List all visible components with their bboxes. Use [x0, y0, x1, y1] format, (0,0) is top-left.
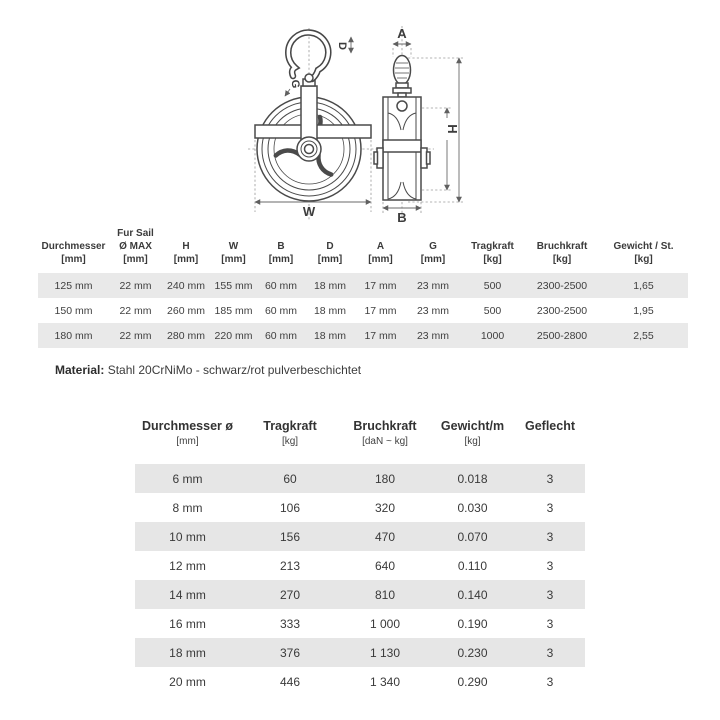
rope-table-body: [135, 464, 585, 696]
table-cell: 1 000: [369, 616, 401, 631]
pulley-table-header-row: [38, 227, 688, 273]
table-cell: 240 mm: [167, 279, 205, 292]
column-header-unit: [kg]: [483, 254, 502, 265]
table-cell: 1000: [480, 329, 505, 342]
column-header-label: Durchmesser ø: [141, 419, 233, 433]
table-cell: 0.230: [457, 645, 488, 660]
table-row: [38, 323, 688, 348]
table-cell: 16 mm: [169, 616, 206, 631]
table-cell: 60 mm: [264, 279, 298, 292]
table-cell: 17 mm: [364, 279, 397, 292]
pulley-technical-drawing: [246, 22, 476, 226]
table-cell: 3: [546, 558, 554, 573]
column-header-unit: [mm]: [221, 254, 246, 265]
hook-drawing: [288, 33, 328, 82]
table-cell: 0.018: [457, 471, 488, 486]
table-cell: 22 mm: [119, 329, 152, 342]
table-cell: 500: [483, 279, 502, 292]
table-cell: 3: [546, 500, 554, 515]
dim-label-b: B: [397, 210, 407, 225]
table-cell: 0.110: [457, 558, 488, 573]
table-cell: 0.190: [457, 616, 488, 631]
table-row: [38, 298, 688, 323]
table-cell: 500: [483, 304, 502, 317]
column-header: [135, 419, 240, 464]
table-cell: 2,55: [633, 329, 654, 342]
table-row: [135, 638, 585, 667]
column-header-label: B: [277, 241, 285, 252]
material-value: Stahl 20CrNiMo - schwarz/rot pulverbeschichtet: [104, 363, 362, 377]
table-row: [135, 551, 585, 580]
table-cell: 180: [374, 471, 396, 486]
table-cell: 23 mm: [416, 329, 450, 342]
column-header-label: H: [182, 241, 190, 252]
table-cell: 180 mm: [54, 329, 93, 342]
table-cell: 1 130: [369, 645, 401, 660]
table-cell: 470: [374, 529, 396, 544]
table-cell: 12 mm: [169, 558, 206, 573]
column-header-unit: [kg]: [464, 436, 481, 447]
table-cell: 3: [546, 529, 554, 544]
column-header: [210, 227, 257, 273]
table-cell: 106: [279, 500, 301, 515]
pulley-table-body: [38, 273, 688, 348]
table-cell: 6 mm: [172, 471, 203, 486]
table-cell: 3: [546, 616, 554, 631]
table-row: [135, 522, 585, 551]
table-cell: 17 mm: [364, 304, 397, 317]
column-header-unit: [mm]: [268, 254, 294, 265]
column-header-unit: [kg]: [634, 254, 653, 265]
column-header-label: Fur Sail: [117, 228, 154, 239]
block-body-drawing: [374, 97, 430, 200]
table-cell: 2500-2800: [536, 329, 588, 342]
table-cell: 810: [374, 587, 396, 602]
rope-spec-table: [135, 419, 585, 696]
dim-label-a: A: [397, 26, 407, 41]
table-cell: 156: [279, 529, 301, 544]
column-header: [460, 227, 525, 273]
table-cell: 640: [374, 558, 396, 573]
table-row: [135, 667, 585, 696]
table-row: [135, 580, 585, 609]
pulley-spec-table: [38, 227, 688, 348]
table-cell: 23 mm: [416, 279, 450, 292]
material-label: Material:: [55, 363, 105, 377]
table-cell: 376: [279, 645, 301, 660]
column-header-label: Geflecht: [524, 419, 575, 433]
table-cell: 155 mm: [214, 279, 253, 292]
table-cell: 14 mm: [169, 587, 206, 602]
table-cell: 0.070: [457, 529, 488, 544]
table-cell: 185 mm: [214, 304, 253, 317]
dimension-b: [383, 202, 421, 225]
table-cell: 1 340: [369, 674, 401, 689]
table-cell: 220 mm: [214, 329, 253, 342]
column-header-label: Gewicht / St.: [613, 241, 674, 252]
column-header-label: G: [429, 241, 437, 252]
rope-table-header-row: [135, 419, 585, 464]
table-cell: 60 mm: [264, 329, 298, 342]
column-header: [240, 419, 340, 464]
table-cell: 8 mm: [172, 500, 203, 515]
column-header: [305, 227, 355, 273]
column-header-unit: [mm]: [317, 254, 343, 265]
dimension-d: [336, 37, 351, 53]
table-cell: 18 mm: [313, 279, 347, 292]
side-view-drawing: [374, 26, 464, 225]
column-header: [515, 419, 585, 464]
material-note: [55, 363, 361, 377]
table-cell: 270: [279, 587, 301, 602]
table-row: [38, 273, 688, 298]
column-header: [162, 227, 210, 273]
dimension-a: [393, 26, 411, 57]
table-row: [135, 464, 585, 493]
table-cell: 1,95: [633, 304, 654, 317]
column-header-label: Tragkraft: [471, 241, 514, 252]
table-cell: 3: [546, 645, 554, 660]
column-header: [599, 227, 688, 273]
table-cell: 2300-2500: [536, 279, 588, 292]
column-header: [430, 419, 515, 464]
swivel-eye-drawing: [393, 56, 411, 98]
table-cell: 3: [546, 674, 554, 689]
column-header-unit: [mm]: [173, 254, 199, 265]
table-cell: 1,65: [633, 279, 654, 292]
hub-drawing: [297, 137, 321, 161]
table-cell: 18 mm: [313, 304, 347, 317]
column-header-label: Bruchkraft: [536, 241, 588, 252]
table-cell: 0.290: [457, 674, 488, 689]
table-cell: 446: [279, 674, 301, 689]
column-header-label: Bruchkraft: [353, 419, 417, 433]
table-cell: 150 mm: [54, 304, 93, 317]
table-cell: 22 mm: [119, 279, 152, 292]
table-cell: 18 mm: [313, 329, 347, 342]
column-header: [406, 227, 460, 273]
dim-label-d: D: [336, 42, 348, 50]
dimension-g: [285, 79, 301, 96]
column-header-label: Durchmesser: [41, 241, 106, 252]
table-cell: 23 mm: [416, 304, 450, 317]
table-cell: 333: [279, 616, 301, 631]
table-cell: 2300-2500: [536, 304, 588, 317]
table-cell: 280 mm: [167, 329, 205, 342]
column-header: [340, 419, 430, 464]
column-header-unit: [mm]: [368, 254, 393, 265]
table-cell: 0.140: [457, 587, 488, 602]
column-header: [257, 227, 305, 273]
column-header-unit: [kg]: [281, 436, 299, 447]
column-header-unit: Ø MAX: [119, 241, 152, 252]
table-cell: 60 mm: [264, 304, 298, 317]
table-cell: 260 mm: [167, 304, 205, 317]
table-cell: 320: [374, 500, 396, 515]
column-header-label: A: [376, 241, 385, 252]
dim-label-h: H: [445, 124, 460, 134]
table-cell: 20 mm: [169, 674, 206, 689]
table-cell: 125 mm: [54, 279, 93, 292]
dim-label-g: G: [288, 79, 302, 89]
table-cell: 3: [546, 587, 554, 602]
column-header-unit: [mm]: [123, 254, 148, 265]
column-header-unit: [mm]: [176, 436, 199, 447]
table-cell: 17 mm: [364, 329, 397, 342]
column-header-unit: [mm]: [61, 254, 86, 265]
column-header-label: W: [228, 241, 239, 252]
column-header-label: D: [326, 241, 334, 252]
table-cell: 3: [546, 471, 554, 486]
column-header-unit: [kg]: [552, 254, 572, 265]
table-cell: 10 mm: [169, 529, 206, 544]
table-cell: 60: [283, 471, 297, 486]
column-header-label: Gewicht/m: [440, 419, 505, 433]
column-header: [525, 227, 599, 273]
column-header-label: Tragkraft: [263, 419, 317, 433]
table-cell: 22 mm: [119, 304, 152, 317]
column-header-unit: [daN ~ kg]: [362, 436, 408, 447]
column-header-unit: [mm]: [420, 254, 446, 265]
table-row: [135, 493, 585, 522]
table-cell: 213: [279, 558, 301, 573]
table-cell: 18 mm: [169, 645, 206, 660]
table-cell: 0.030: [457, 500, 488, 515]
dim-label-w: W: [302, 204, 316, 219]
column-header: [109, 227, 162, 273]
column-header: [355, 227, 406, 273]
table-row: [135, 609, 585, 638]
column-header: [38, 227, 109, 273]
